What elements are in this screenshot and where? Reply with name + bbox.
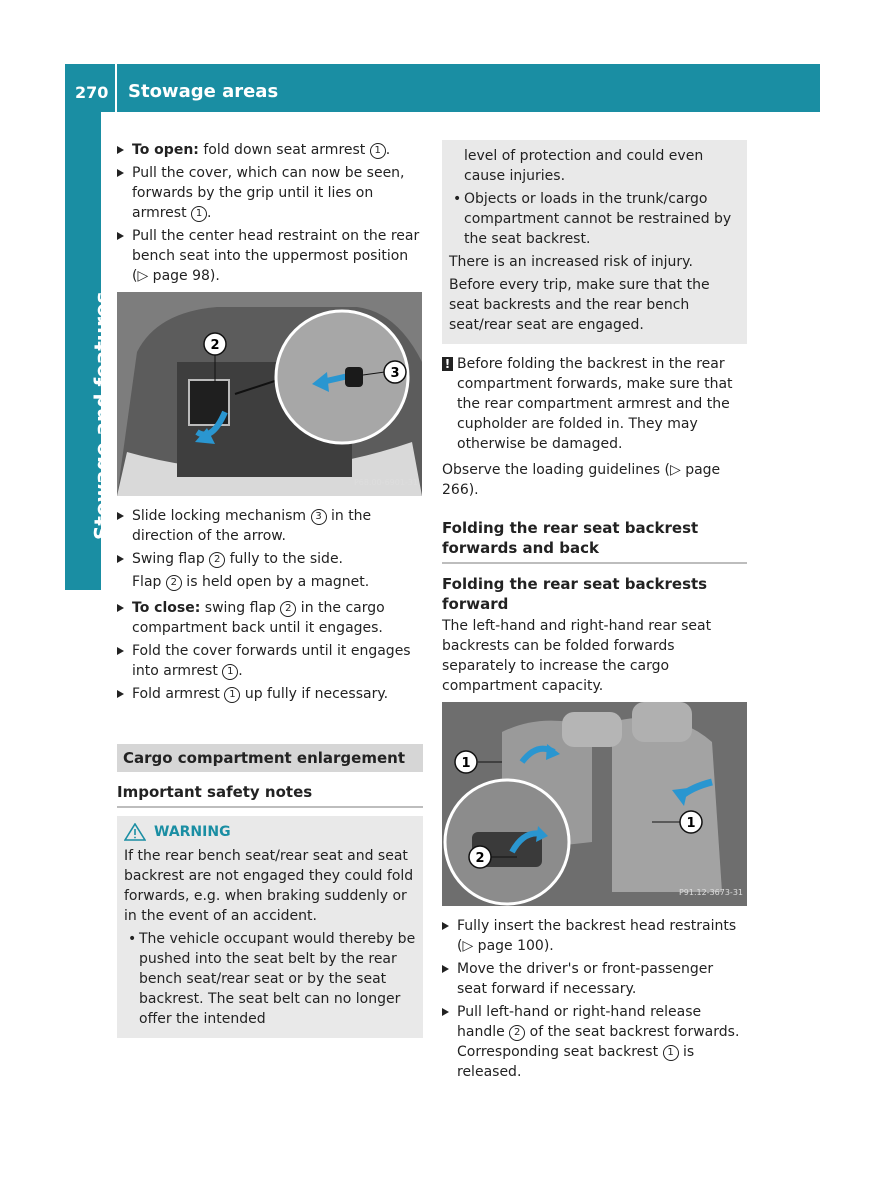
step-text: Slide locking mechanism <box>132 508 311 524</box>
callout-1-right-label: 1 <box>686 816 696 831</box>
warning-text: If the rear bench seat/rear seat and seat backrest are not engaged they could fold forwards, e.g. when braking suddenly or in the event of an accident. <box>124 848 414 924</box>
rear-seats-illustration <box>442 702 747 906</box>
exclamation-icon: ! <box>442 357 453 371</box>
callout-ref: 1 <box>663 1045 679 1061</box>
step-arrow-icon <box>117 232 124 240</box>
callout-ref: 2 <box>209 552 225 568</box>
step-text: Fold the cover forwards until it engages into armrest <box>132 643 411 679</box>
warning-advice: Before every trip, make sure that the seat backrests and the rear bench seat/rear seat are engaged. <box>449 277 710 333</box>
side-tab-label: Stowage and features <box>90 291 114 540</box>
callout-ref: 1 <box>191 206 207 222</box>
step-arrow-icon <box>442 965 449 973</box>
step-text: is held open by a magnet. <box>181 574 370 590</box>
callout-ref: 2 <box>509 1025 525 1041</box>
step-text: Fully insert the backrest head restraints (▷ page 100). <box>457 918 737 954</box>
step-text: in the cargo compartment back until it engages. <box>132 600 385 636</box>
callout-2-label: 2 <box>475 851 485 866</box>
step-arrow-icon <box>117 604 124 612</box>
instruction-step <box>117 641 423 681</box>
step-text: Swing flap <box>132 551 210 567</box>
step-text: of the seat backrest forwards. Corresponding seat backrest <box>457 1024 740 1060</box>
flap-note <box>132 572 423 592</box>
figure-code: P68.00-6901-31 <box>353 478 418 487</box>
section-heading-folding: Folding the rear seat backrest forwards and back <box>442 518 747 564</box>
callout-3-label: 3 <box>390 366 400 381</box>
right-column <box>442 140 747 1085</box>
step-text: swing flap <box>200 600 281 616</box>
step-arrow-icon <box>117 555 124 563</box>
subheading-folding-forward: Folding the rear seat backrests forward <box>442 575 708 613</box>
cargo-flap-illustration <box>117 292 422 496</box>
step-arrow-icon <box>442 1008 449 1016</box>
step-arrow-icon <box>117 647 124 655</box>
instruction-step <box>442 916 747 956</box>
step-text: . <box>385 142 391 158</box>
step-list-middle <box>117 506 423 569</box>
step-list-top <box>117 140 423 286</box>
step-text: . <box>207 205 212 221</box>
instruction-step <box>117 598 423 638</box>
callout-ref: 2 <box>280 601 296 617</box>
left-column <box>117 140 423 1038</box>
figure-code: P91.12-3673-31 <box>678 888 743 897</box>
instruction-step <box>442 1002 747 1082</box>
instruction-step <box>117 549 423 569</box>
step-list-bottom <box>117 598 423 704</box>
step-list-right <box>442 916 747 1082</box>
step-text: Fold armrest <box>132 686 225 702</box>
step-text: Pull the center head restraint on the rear bench seat into the uppermost position (▷ page 98). <box>132 228 420 284</box>
warning-triangle-icon <box>124 823 146 841</box>
callout-ref: 2 <box>166 575 182 591</box>
callout-1-left-label: 1 <box>461 756 471 771</box>
folding-intro: The left-hand and right-hand rear seat backrests can be folded forwards separately to increase the cargo compartment capacity. <box>442 618 712 694</box>
step-text: . <box>238 663 243 679</box>
step-text: Flap <box>132 574 166 590</box>
page-title: Stowage areas <box>128 81 279 102</box>
callout-ref: 1 <box>224 687 240 703</box>
callout-ref: 1 <box>370 143 386 159</box>
step-label: To open: <box>132 142 199 158</box>
step-text: Pull the cover, which can now be seen, forwards by the grip until it lies on armrest <box>132 165 405 221</box>
step-text: in the direction of the arrow. <box>132 508 372 544</box>
figure-cargo-flap <box>117 292 422 496</box>
page-header <box>65 64 820 112</box>
instruction-step <box>117 226 423 286</box>
loading-guidelines: Observe the loading guidelines (▷ page 266). <box>442 462 721 498</box>
damage-notice <box>442 354 747 454</box>
instruction-step <box>442 959 747 999</box>
step-arrow-icon <box>117 512 124 520</box>
step-text: fully to the side. <box>225 551 344 567</box>
step-text: Move the driver's or front-passenger seat forward if necessary. <box>457 961 714 997</box>
step-text: fold down seat armrest <box>198 142 370 158</box>
subheading-safety: Important safety notes <box>117 772 423 808</box>
step-text: is released. <box>457 1044 695 1080</box>
warning-title <box>124 822 416 842</box>
callout-ref: 1 <box>222 664 238 680</box>
step-arrow-icon <box>117 169 124 177</box>
warning-bullet-end: level of protection and could even cause injuries. <box>464 148 704 184</box>
step-label: To close: <box>132 600 201 616</box>
warning-bullet: • The vehicle occupant would thereby be pushed into the seat belt by the rear bench seat/rear seat or by the seat backrest. The seat belt can no longer offer the intended <box>124 929 416 1029</box>
page-number: 270 <box>75 83 109 102</box>
instruction-step <box>117 140 423 160</box>
instruction-step <box>117 506 423 546</box>
step-text: up fully if necessary. <box>240 686 389 702</box>
header-divider <box>115 64 117 112</box>
warning-title-text: WARNING <box>154 824 231 840</box>
warning-risk: There is an increased risk of injury. <box>449 254 693 270</box>
warning-box <box>117 816 423 1038</box>
callout-2-label: 2 <box>210 338 220 353</box>
instruction-step <box>117 684 423 704</box>
notice-text: Before folding the backrest in the rear compartment forwards, make sure that the rear compartment armrest and the cupholder are folded in. They may otherwise be damaged. <box>457 356 733 452</box>
step-text: Pull left-hand or right-hand release handle <box>457 1004 702 1040</box>
warning-bullet-2: • Objects or loads in the trunk/cargo compartment cannot be restrained by the seat backrest. <box>449 189 740 249</box>
instruction-step <box>117 163 423 223</box>
warning-box-continued <box>442 140 747 344</box>
figure-rear-seats <box>442 702 747 906</box>
step-arrow-icon <box>117 690 124 698</box>
section-heading-cargo: Cargo compartment enlargement <box>117 744 423 772</box>
step-arrow-icon <box>117 146 124 154</box>
step-arrow-icon <box>442 922 449 930</box>
callout-ref: 3 <box>311 509 327 525</box>
